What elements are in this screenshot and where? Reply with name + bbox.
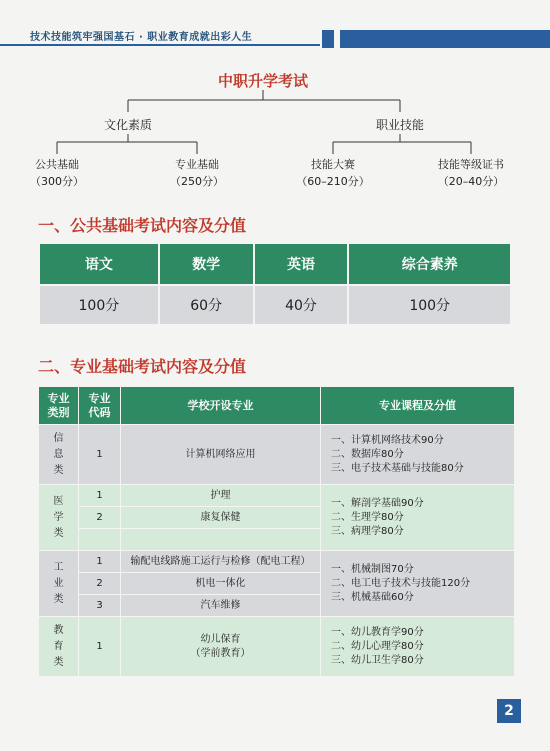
header-rule xyxy=(0,44,320,46)
course-item: 二、生理学80分 xyxy=(331,511,404,523)
leaf-major-basics xyxy=(152,156,242,190)
header-major: 学校开设专业 xyxy=(121,387,321,425)
header-title: 技术技能筑牢强国基石 · 职业教育成就出彩人生 xyxy=(30,32,253,43)
header-courses: 专业课程及分值 xyxy=(321,387,515,425)
header-code-text: 专业 代码 xyxy=(88,391,111,419)
section2-title: 二、专业基础考试内容及分值 xyxy=(38,357,247,376)
code-cell: 2 xyxy=(79,507,121,529)
score-cell: 100分 xyxy=(348,285,511,325)
major-cell: 输配电线路施工运行与检修（配电工程） xyxy=(121,551,321,573)
leaf-name: 技能大赛 xyxy=(311,158,355,171)
category-cell xyxy=(39,551,79,617)
course-item: 二、数据库80分 xyxy=(331,448,404,460)
header-cell: 数学 xyxy=(159,243,254,285)
header-accent-bar xyxy=(340,30,550,48)
category-text: 信 息 类 xyxy=(53,432,64,476)
leaf-score: （250分） xyxy=(170,175,224,188)
courses-cell xyxy=(321,617,515,677)
category-cell xyxy=(39,617,79,677)
table-header-row xyxy=(39,243,511,285)
category-text: 教 育 类 xyxy=(53,624,64,668)
code-cell: 1 xyxy=(79,485,121,507)
major-basics-table xyxy=(38,386,515,677)
header-cell: 综合素养 xyxy=(348,243,511,285)
code-cell xyxy=(79,529,121,551)
code-cell: 1 xyxy=(79,425,121,485)
course-item: 二、电工电子技术与技能120分 xyxy=(331,577,471,589)
table-row xyxy=(39,425,515,485)
header-accent-block xyxy=(322,30,334,48)
leaf-name: 专业基础 xyxy=(175,158,219,171)
major-cell: 护理 xyxy=(121,485,321,507)
major-cell xyxy=(121,529,321,551)
course-item: 二、幼儿心理学80分 xyxy=(331,640,424,652)
category-text: 工 业 类 xyxy=(53,561,64,605)
courses-cell xyxy=(321,425,515,485)
leaf-score: （60–210分） xyxy=(296,175,370,188)
major-cell: 汽车维修 xyxy=(121,595,321,617)
header-cell: 语文 xyxy=(39,243,159,285)
category-cell xyxy=(39,425,79,485)
courses-cell xyxy=(321,551,515,617)
course-item: 一、计算机网络技术90分 xyxy=(331,434,444,446)
course-item: 三、病理学80分 xyxy=(331,525,404,537)
table-row xyxy=(39,617,515,677)
code-cell: 1 xyxy=(79,551,121,573)
course-item: 三、电子技术基础与技能80分 xyxy=(331,462,464,474)
category-text: 医 学 类 xyxy=(53,495,64,539)
code-cell: 2 xyxy=(79,573,121,595)
courses-cell xyxy=(321,485,515,551)
score-cell: 40分 xyxy=(254,285,349,325)
category-cell xyxy=(39,485,79,551)
branch-culture: 文化素质 xyxy=(103,118,152,132)
diagram-root: 中职升学考试 xyxy=(217,72,308,90)
header-category-text: 专业 类别 xyxy=(47,391,70,419)
code-cell: 1 xyxy=(79,617,121,677)
section1-title: 一、公共基础考试内容及分值 xyxy=(38,216,247,235)
exam-structure-diagram xyxy=(0,62,550,202)
score-cell: 60分 xyxy=(159,285,254,325)
table-row xyxy=(39,551,515,573)
course-item: 一、机械制图70分 xyxy=(331,563,414,575)
leaf-skill-contest xyxy=(283,156,383,190)
major-cell: 计算机网络应用 xyxy=(121,425,321,485)
major-text: 幼儿保育 （学前教育） xyxy=(190,633,251,659)
leaf-public-basics xyxy=(17,156,97,190)
leaf-score: （300分） xyxy=(30,175,84,188)
page-header xyxy=(0,0,550,62)
major-cell: 机电一体化 xyxy=(121,573,321,595)
header-category xyxy=(39,387,79,425)
branch-skills: 职业技能 xyxy=(375,118,424,132)
leaf-skill-certificate xyxy=(416,156,526,190)
score-cell: 100分 xyxy=(39,285,159,325)
course-item: 三、机械基础60分 xyxy=(331,591,414,603)
leaf-score: （20–40分） xyxy=(437,175,505,188)
table-header-row xyxy=(39,387,515,425)
course-item: 一、解剖学基础90分 xyxy=(331,497,424,509)
major-cell xyxy=(121,617,321,677)
header-cell: 英语 xyxy=(254,243,349,285)
course-item: 一、幼儿教育学90分 xyxy=(331,626,424,638)
table-row xyxy=(39,485,515,507)
major-cell: 康复保健 xyxy=(121,507,321,529)
leaf-name: 技能等级证书 xyxy=(438,158,504,171)
table-row xyxy=(39,285,511,325)
course-item: 三、幼儿卫生学80分 xyxy=(331,654,424,666)
public-basics-table xyxy=(38,242,512,326)
header-code xyxy=(79,387,121,425)
code-cell: 3 xyxy=(79,595,121,617)
leaf-name: 公共基础 xyxy=(35,158,79,171)
page-number: 2 xyxy=(497,699,521,723)
